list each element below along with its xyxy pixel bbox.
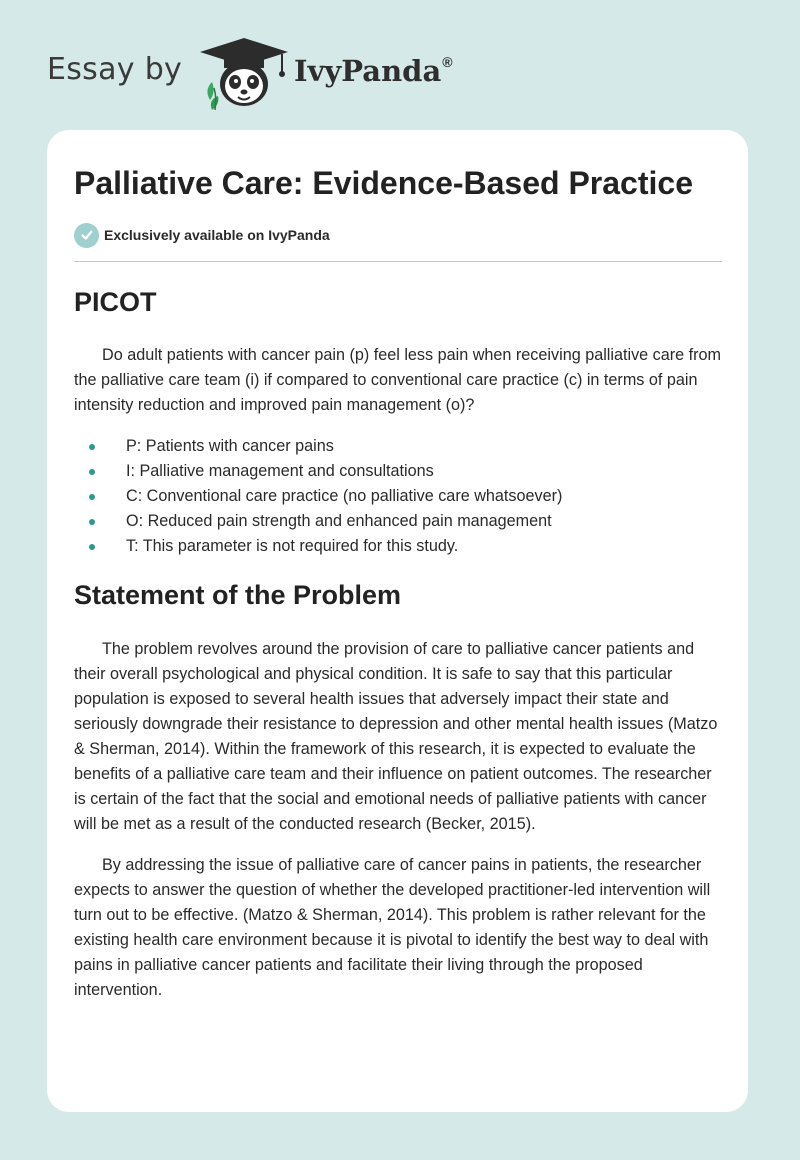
check-icon — [74, 223, 99, 248]
problem-paragraph-1: The problem revolves around the provision of care to palliative cancer patients and their overall psychological and physical condition. It is safe to say that this particular population is exposed to several health issues that adversely impact their state and seriously downgrade their resistance to depression and other mental health issues (Matzo & Sherman, 2014). Within the framework of this research, it is expected to evaluate the benefits of a palliative care team and their influence on patient outcomes. The researcher is certain of the fact that the social and emotional needs of palliative patients with cancer will be met as a result of the conducted research (Becker, 2015). — [74, 640, 718, 833]
section-heading-picot: PICOT — [74, 287, 157, 317]
title-divider — [74, 261, 722, 262]
page-title: Palliative Care: Evidence-Based Practice — [74, 165, 693, 201]
problem-paragraph-2: By addressing the issue of palliative care of cancer pains in patients, the researcher expects to answer the question of whether the developed practitioner-led intervention will turn out to be effective. (Matzo & Sherman, 2014). This problem is rather relevant for the existing health care environment because it is pivotal to identify the best way to deal with pains in palliative cancer patients and facilitate their living through the proposed intervention. — [74, 856, 711, 999]
list-item: C: Conventional care practice (no palliative care whatsoever) — [74, 484, 722, 509]
panda-graduate-icon[interactable] — [198, 34, 290, 112]
list-item: I: Palliative management and consultations — [74, 459, 722, 484]
list-item: P: Patients with cancer pains — [74, 434, 722, 459]
picot-paragraph: Do adult patients with cancer pain (p) feel less pain when receiving palliative care from the palliative care team (i) if compared to conventional care practice (c) in terms of pain intensity reduction and improved pain management (o)? — [74, 346, 722, 414]
site-header — [0, 0, 800, 130]
exclusive-badge — [74, 222, 330, 248]
exclusive-label: Exclusively available on IvyPanda — [104, 227, 330, 243]
list-item: T: This parameter is not required for this study. — [74, 534, 722, 559]
essay-card — [47, 130, 748, 1112]
trademark-symbol: ® — [442, 54, 453, 70]
brand-name[interactable]: IvyPanda® — [294, 54, 453, 88]
section-heading-problem: Statement of the Problem — [74, 580, 402, 610]
picot-list — [74, 434, 722, 559]
list-item: O: Reduced pain strength and enhanced pain management — [74, 509, 722, 534]
essay-by-label: Essay by — [47, 52, 183, 87]
